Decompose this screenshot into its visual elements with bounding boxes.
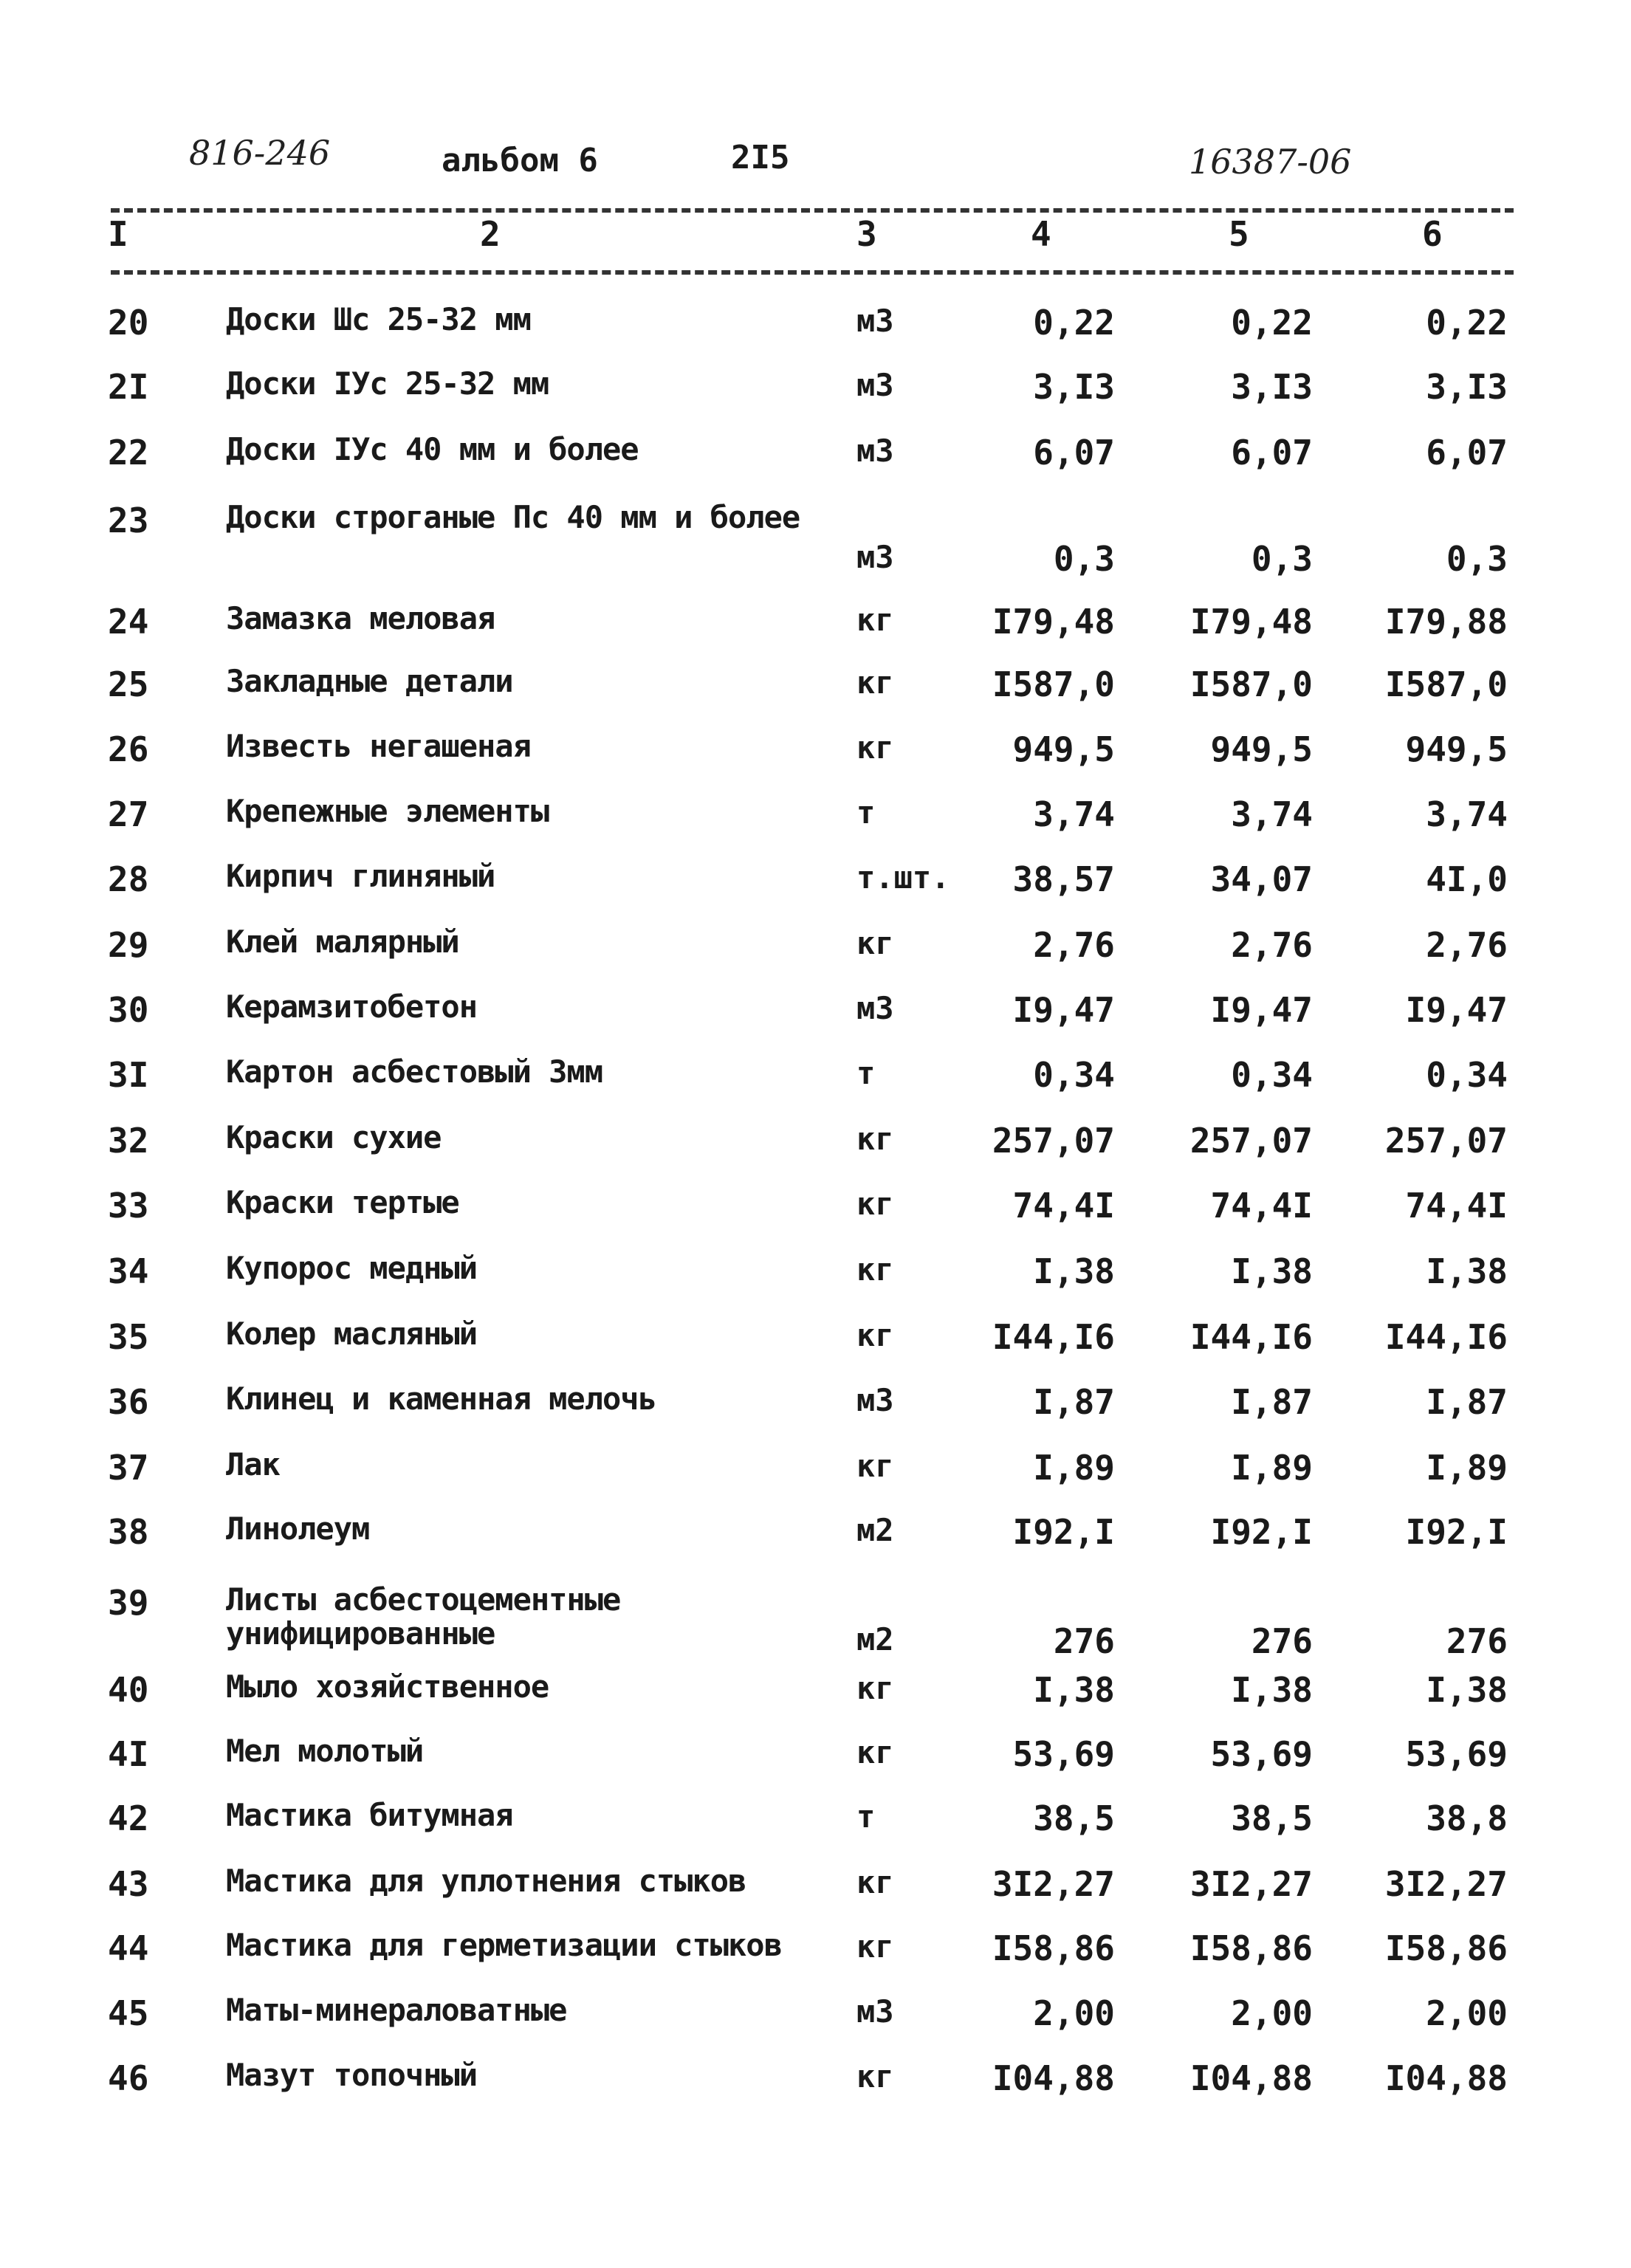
material-name: Замазка меловая (226, 600, 495, 636)
value-column-5: 0,34 (1231, 1055, 1313, 1095)
value-column-5: 0,3 (1251, 539, 1313, 579)
unit-of-measure: кг (856, 2058, 894, 2095)
column-header-1: I (108, 214, 128, 254)
table-row (0, 1993, 1631, 2052)
value-column-4: I04,88 (992, 2058, 1115, 2098)
table-row (0, 602, 1631, 661)
document-code: 816-246 (189, 133, 331, 173)
table-row (0, 1670, 1631, 1729)
value-column-5: 2,00 (1231, 1993, 1313, 2033)
value-column-6: 0,3 (1446, 539, 1508, 579)
value-column-5: 38,5 (1231, 1798, 1313, 1838)
unit-of-measure: кг (856, 664, 894, 701)
value-column-5: 3I2,27 (1189, 1864, 1313, 1904)
unit-of-measure: т.шт. (856, 859, 950, 896)
value-column-6: I79,88 (1384, 602, 1508, 642)
material-name: Мел молотый (226, 1733, 424, 1769)
material-name: Картон асбестовый 3мм (226, 1054, 603, 1090)
value-column-5: 949,5 (1210, 729, 1313, 769)
value-column-6: I,89 (1426, 1448, 1508, 1488)
unit-of-measure: м3 (856, 539, 894, 575)
table-row (0, 2058, 1631, 2117)
material-name: Доски строганые Пс 40 мм и более (226, 499, 800, 535)
unit-of-measure: кг (856, 729, 894, 766)
value-column-6: I04,88 (1384, 2058, 1508, 2098)
table-row (0, 1864, 1631, 1923)
value-column-4: I44,I6 (992, 1317, 1115, 1357)
unit-of-measure: кг (856, 1251, 894, 1288)
material-name: Керамзитобетон (226, 989, 478, 1025)
row-number: 3I (108, 1055, 149, 1095)
value-column-5: 6,07 (1231, 433, 1313, 472)
column-header-6: 6 (1422, 214, 1443, 254)
value-column-6: I,38 (1426, 1251, 1508, 1291)
value-column-5: I,38 (1231, 1670, 1313, 1710)
unit-of-measure: кг (856, 1121, 894, 1157)
value-column-4: 38,57 (1012, 859, 1115, 899)
value-column-5: I58,86 (1189, 1928, 1313, 1968)
value-column-6: 257,07 (1384, 1121, 1508, 1161)
document-number: 16387-06 (1189, 142, 1352, 182)
value-column-6: 2,00 (1426, 1993, 1508, 2033)
page-number: 2I5 (731, 139, 790, 176)
unit-of-measure: кг (856, 1186, 894, 1222)
table-row (0, 990, 1631, 1049)
row-number: 28 (108, 859, 149, 899)
value-column-5: I,89 (1231, 1448, 1313, 1488)
value-column-6: 3,74 (1426, 794, 1508, 834)
value-column-4: 3,I3 (1033, 367, 1115, 407)
value-column-5: 3,I3 (1231, 367, 1313, 407)
material-name: Кирпич глиняный (226, 858, 495, 894)
unit-of-measure: кг (856, 1448, 894, 1484)
value-column-4: 0,3 (1053, 539, 1115, 579)
row-number: 29 (108, 925, 149, 965)
value-column-5: I,87 (1231, 1382, 1313, 1422)
material-name: Купорос медный (226, 1250, 478, 1286)
table-row (0, 1121, 1631, 1180)
material-name: Линолеум (226, 1511, 370, 1547)
value-column-5: 53,69 (1210, 1734, 1313, 1774)
value-column-6: 3,I3 (1426, 367, 1508, 407)
table-row (0, 499, 1631, 579)
value-column-4: 276 (1053, 1621, 1115, 1661)
row-number: 43 (108, 1864, 149, 1904)
value-column-6: I,87 (1426, 1382, 1508, 1422)
value-column-5: 74,4I (1210, 1186, 1313, 1226)
value-column-4: 3I2,27 (992, 1864, 1115, 1904)
value-column-6: 4I,0 (1426, 859, 1508, 899)
unit-of-measure: т (856, 1055, 876, 1091)
row-number: 46 (108, 2058, 149, 2098)
value-column-4: I92,I (1012, 1512, 1115, 1552)
row-number: 36 (108, 1382, 149, 1422)
table-row (0, 1928, 1631, 1987)
row-number: 37 (108, 1448, 149, 1488)
value-column-5: I79,48 (1189, 602, 1313, 642)
value-column-5: I9,47 (1210, 990, 1313, 1030)
table-row (0, 1448, 1631, 1507)
row-number: 26 (108, 729, 149, 769)
value-column-5: 2,76 (1231, 925, 1313, 965)
value-column-4: 2,00 (1033, 1993, 1115, 2033)
value-column-5: 3,74 (1231, 794, 1313, 834)
value-column-5: 34,07 (1210, 859, 1313, 899)
row-number: 33 (108, 1186, 149, 1226)
value-column-4: I,38 (1033, 1251, 1115, 1291)
value-column-4: I587,0 (992, 664, 1115, 704)
value-column-6: 6,07 (1426, 433, 1508, 472)
value-column-6: 53,69 (1405, 1734, 1508, 1774)
row-number: 38 (108, 1512, 149, 1552)
material-name: Клей малярный (226, 924, 459, 960)
unit-of-measure: м2 (856, 1512, 894, 1548)
table-row (0, 1798, 1631, 1858)
value-column-5: I587,0 (1189, 664, 1313, 704)
value-column-6: I58,86 (1384, 1928, 1508, 1968)
column-header-3: 3 (856, 214, 877, 254)
table-row (0, 433, 1631, 492)
value-column-4: 949,5 (1012, 729, 1115, 769)
row-number: 4I (108, 1734, 149, 1774)
value-column-4: I9,47 (1012, 990, 1115, 1030)
unit-of-measure: м3 (856, 367, 894, 403)
unit-of-measure: м3 (856, 990, 894, 1026)
value-column-5: I04,88 (1189, 2058, 1313, 2098)
unit-of-measure: кг (856, 1864, 894, 1900)
value-column-5: I92,I (1210, 1512, 1313, 1552)
column-header-4: 4 (1031, 214, 1051, 254)
material-name: Мастика для уплотнения стыков (226, 1863, 746, 1899)
table-row (0, 794, 1631, 853)
row-number: 25 (108, 664, 149, 704)
material-name: Мастика битумная (226, 1797, 513, 1833)
value-column-6: 2,76 (1426, 925, 1508, 965)
table-row (0, 303, 1631, 362)
album-label: альбом 6 (442, 142, 598, 179)
value-column-5: I,38 (1231, 1251, 1313, 1291)
value-column-4: 257,07 (992, 1121, 1115, 1161)
unit-of-measure: кг (856, 602, 894, 638)
value-column-5: I44,I6 (1189, 1317, 1313, 1357)
table-row (0, 1382, 1631, 1441)
unit-of-measure: кг (856, 1317, 894, 1353)
table-row (0, 1186, 1631, 1245)
value-column-4: 53,69 (1012, 1734, 1115, 1774)
value-column-4: 74,4I (1012, 1186, 1115, 1226)
value-column-4: I,89 (1033, 1448, 1115, 1488)
row-number: 39 (108, 1583, 149, 1623)
table-row (0, 925, 1631, 984)
row-number: 30 (108, 990, 149, 1030)
unit-of-measure: кг (856, 1670, 894, 1706)
material-name: Клинец и каменная мелочь (226, 1381, 656, 1417)
table-row (0, 729, 1631, 788)
unit-of-measure: кг (856, 1734, 894, 1770)
value-column-6: 0,22 (1426, 303, 1508, 343)
row-number: 22 (108, 433, 149, 472)
table-row (0, 1734, 1631, 1793)
table-row (0, 859, 1631, 918)
value-column-4: 2,76 (1033, 925, 1115, 965)
row-number: 23 (108, 501, 149, 540)
value-column-6: 38,8 (1426, 1798, 1508, 1838)
row-number: 45 (108, 1993, 149, 2033)
unit-of-measure: м3 (856, 1382, 894, 1418)
unit-of-measure: м3 (856, 433, 894, 469)
material-name: Мазут топочный (226, 2057, 478, 2093)
material-name: Доски Шс 25-32 мм (226, 301, 531, 337)
value-column-4: 38,5 (1033, 1798, 1115, 1838)
row-number: 27 (108, 794, 149, 834)
material-name: Крепежные элементы (226, 793, 549, 829)
unit-of-measure: кг (856, 925, 894, 961)
value-column-4: 0,22 (1033, 303, 1115, 343)
value-column-6: 949,5 (1405, 729, 1508, 769)
value-column-5: 257,07 (1189, 1121, 1313, 1161)
table-row (0, 1317, 1631, 1376)
value-column-6: I9,47 (1405, 990, 1508, 1030)
value-column-4: I,87 (1033, 1382, 1115, 1422)
row-number: 34 (108, 1251, 149, 1291)
table-row (0, 1251, 1631, 1310)
material-name: Маты-минераловатные (226, 1992, 567, 2028)
unit-of-measure: т (856, 794, 876, 831)
unit-of-measure: т (856, 1798, 876, 1835)
material-name: Лак (226, 1446, 280, 1482)
value-column-6: I92,I (1405, 1512, 1508, 1552)
value-column-4: I58,86 (992, 1928, 1115, 1968)
column-header-2: 2 (480, 214, 501, 254)
material-name: Мастика для герметизации стыков (226, 1927, 782, 1963)
unit-of-measure: кг (856, 1928, 894, 1965)
row-number: 2I (108, 367, 149, 407)
table-row (0, 367, 1631, 426)
material-name: Доски IУс 25-32 мм (226, 365, 549, 402)
unit-of-measure: м2 (856, 1621, 894, 1657)
row-number: 42 (108, 1798, 149, 1838)
row-number: 24 (108, 602, 149, 642)
value-column-6: 276 (1446, 1621, 1508, 1661)
row-number: 20 (108, 303, 149, 343)
row-number: 44 (108, 1928, 149, 1968)
value-column-4: 3,74 (1033, 794, 1115, 834)
value-column-6: I44,I6 (1384, 1317, 1508, 1357)
material-name: Доски IУс 40 мм и более (226, 431, 639, 467)
material-name: Закладные детали (226, 663, 513, 699)
value-column-6: 0,34 (1426, 1055, 1508, 1095)
material-name: Краски сухие (226, 1119, 442, 1155)
material-name: Мыло хозяйственное (226, 1669, 549, 1705)
value-column-5: 276 (1251, 1621, 1313, 1661)
value-column-6: I,38 (1426, 1670, 1508, 1710)
value-column-4: I79,48 (992, 602, 1115, 642)
material-name: Колер масляный (226, 1316, 478, 1352)
unit-of-measure: м3 (856, 1993, 894, 2030)
value-column-6: 74,4I (1405, 1186, 1508, 1226)
row-number: 32 (108, 1121, 149, 1161)
value-column-5: 0,22 (1231, 303, 1313, 343)
material-name: Краски тертые (226, 1184, 459, 1220)
unit-of-measure: м3 (856, 303, 894, 339)
table-row (0, 1512, 1631, 1571)
material-name: Известь негашеная (226, 728, 531, 764)
value-column-4: 0,34 (1033, 1055, 1115, 1095)
column-header-5: 5 (1229, 214, 1249, 254)
value-column-4: I,38 (1033, 1670, 1115, 1710)
material-name: Листы асбестоцементные унифицированные (226, 1581, 621, 1652)
value-column-4: 6,07 (1033, 433, 1115, 472)
value-column-6: 3I2,27 (1384, 1864, 1508, 1904)
table-row (0, 1055, 1631, 1114)
value-column-6: I587,0 (1384, 664, 1508, 704)
table-row (0, 664, 1631, 724)
row-number: 40 (108, 1670, 149, 1710)
row-number: 35 (108, 1317, 149, 1357)
table-row (0, 1581, 1631, 1661)
